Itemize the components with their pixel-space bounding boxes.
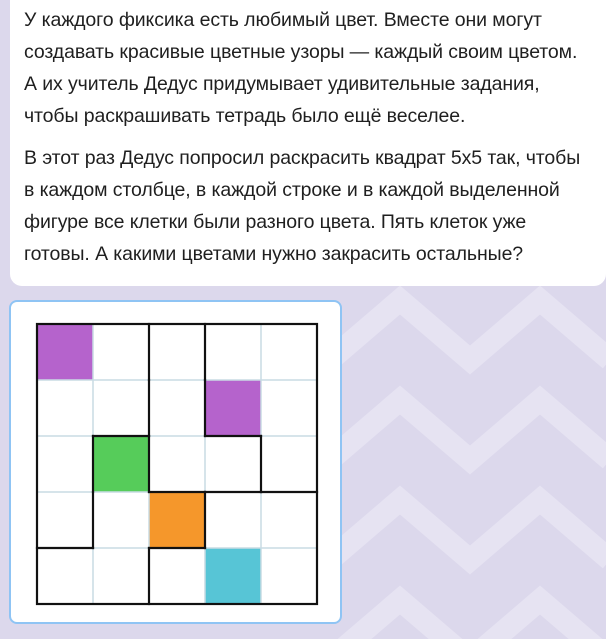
grid-cell[interactable] [93, 492, 149, 548]
grid-cell-filled[interactable] [205, 380, 261, 436]
text-line: готовы. А какими цветами нужно закрасить остальные? [24, 243, 524, 265]
grid-cell[interactable] [149, 548, 205, 604]
text-line: чтобы раскрашивать тетрадь было ещё веселее. [24, 105, 466, 127]
grid-cell[interactable] [93, 380, 149, 436]
grid-cell-filled[interactable] [149, 492, 205, 548]
grid-cell[interactable] [149, 324, 205, 380]
puzzle-grid-card [9, 300, 342, 624]
text-line: создавать красивые цветные узоры — каждый своим цветом. [24, 41, 578, 63]
grid-cell[interactable] [37, 492, 93, 548]
grid-cell[interactable] [93, 324, 149, 380]
text-line: в каждом столбце, в каждой строке и в каждой выделенной [24, 179, 560, 201]
text-line: А их учитель Дедус придумывает удивительные задания, [24, 73, 540, 95]
task-paragraph-intro [24, 4, 594, 132]
grid-cell[interactable] [37, 548, 93, 604]
grid-cell[interactable] [205, 492, 261, 548]
grid-cell[interactable] [149, 436, 205, 492]
grid-cell[interactable] [261, 548, 317, 604]
task-description-card [10, 0, 606, 286]
grid-cell[interactable] [93, 548, 149, 604]
text-line: В этот раз Дедус попросил раскрасить квадрат 5x5 так, чтобы [24, 147, 581, 169]
puzzle-grid [11, 302, 340, 622]
grid-cell[interactable] [205, 324, 261, 380]
grid-cell[interactable] [37, 380, 93, 436]
task-paragraph-instructions [24, 142, 594, 270]
grid-cell[interactable] [37, 436, 93, 492]
grid-cell[interactable] [205, 436, 261, 492]
grid-cell-filled[interactable] [37, 324, 93, 380]
grid-cell[interactable] [261, 492, 317, 548]
text-line: У каждого фиксика есть любимый цвет. Вместе они могут [24, 9, 542, 31]
grid-cell-filled[interactable] [93, 436, 149, 492]
grid-cell[interactable] [261, 324, 317, 380]
text-line: фигуре все клетки были разного цвета. Пять клеток уже [24, 211, 527, 233]
grid-cell[interactable] [149, 380, 205, 436]
grid-cell[interactable] [261, 380, 317, 436]
grid-cell[interactable] [261, 436, 317, 492]
grid-cell-filled[interactable] [205, 548, 261, 604]
